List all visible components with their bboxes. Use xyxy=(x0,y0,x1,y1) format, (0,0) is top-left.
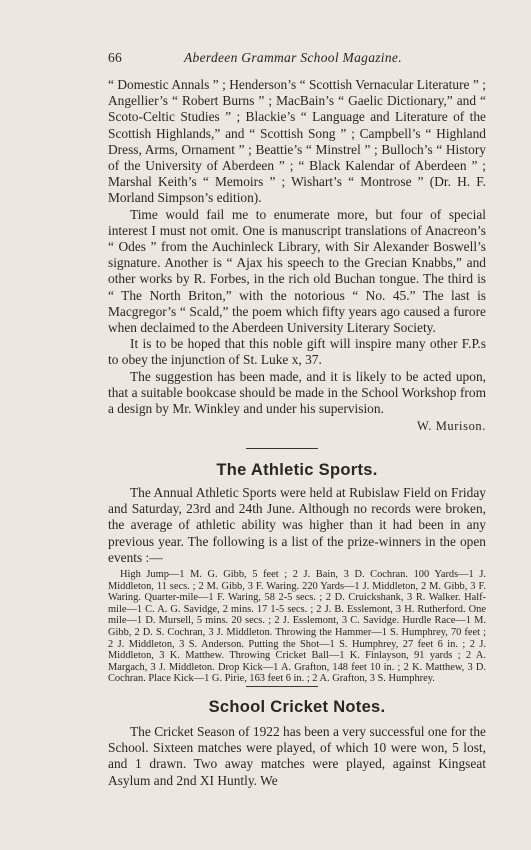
book-list-paragraph: “ Domestic Annals ” ; Henderson’s “ Scottish Vernacular Literature ” ; Angellier’s “ Robert Burns ” ; MacBain’s “ Gaelic Dictionary,” and “ Scoto-Celtic Studies ” ; Blackie’s “ Language and Literature of the Scottish Highlands,” and “ Scottish Song ” ; Campbell’s “ Highland Dress, Arms, Ornament ” ; Beattie’s “ Minstrel ” ; Bulloch’s “ History of the University of Aberdeen ” ; “ Black Kalendar of Aberdeen ” ; Marshal Keith’s “ Memoirs ” ; Wishart’s “ Montrose ” (Dr. H. F. Morland Simpson’s edition). xyxy=(108,77,486,206)
athletic-sports-intro: The Annual Athletic Sports were held at Rubislaw Field on Friday and Saturday, 23rd and 24th June. Although no records were broken, the average of athletic ability was higher than it had been in any previous year. The following is a list of the prize-winners in the open events :— xyxy=(108,485,486,565)
section-divider xyxy=(246,686,318,687)
article-athletic-sports xyxy=(108,461,486,685)
author-signature: W. Murison. xyxy=(417,419,486,434)
page-number: 66 xyxy=(108,50,123,65)
cricket-season-paragraph: The Cricket Season of 1922 has been a very successful one for the School. Sixteen matches were played, of which 10 were won, 5 lost, and 1 drawn. Two away matches were played, against Kingseat Asylum and 2nd XI Huntly. We xyxy=(108,724,486,788)
cricket-notes-heading: School Cricket Notes. xyxy=(208,698,386,716)
bookcase-paragraph: The suggestion has been made, and it is likely to be acted upon, that a suitable bookcase should be made in the School Workshop from a design by Mr. Winkley and under his supervision. xyxy=(108,368,486,417)
running-title: Aberdeen Grammar School Magazine. xyxy=(184,50,402,65)
hope-paragraph: It is to be hoped that this noble gift will inspire many other F.P.s to obey the injunction of St. Luke x, 37. xyxy=(108,336,486,368)
prize-winners-list: High Jump—1 M. G. Gibb, 5 feet ; 2 J. Bain, 3 D. Cochran. 100 Yards—1 J. Middleton, 11 secs. ; 2 M. Gibb, 3 F. Waring. 220 Yards—1 J. Middleton, 2 M. Gibb, 3 F. Waring. Quarter-mile—1 F. Waring, 58 2-5 secs. ; 2 D. Cruickshank, 3 R. Walker. Half-mile—1 C. A. G. Savidge, 2 mins. 17 1-5 secs. ; 2 J. B. Esslemont, 3 H. Rutherford. One mile—1 D. Mursell, 5 mins. 20 secs. ; 2 J. Esslemont, 3 C. Savidge. Hurdle Race—1 M. Gibb, 2 D. S. Cochran, 3 J. Middleton. Throwing the Hammer—1 S. Humphrey, 70 feet ; 2 J. Middleton, 3 S. Anderson. Putting the Shot—1 S. Humphrey, 27 feet 6 in. ; 2 J. Middleton, 3 K. Matthew. Throwing Cricket Ball—1 K. Finlayson, 91 yards ; 2 A. Margach, 3 J. Middleton. Drop Kick—1 A. Grafton, 148 feet 10 in. ; 2 K. Matthew, 3 D. Cochran. Place Kick—1 G. Pirie, 163 feet 6 in. ; 2 A. Grafton, 3 S. Humphrey. xyxy=(108,569,486,685)
section-divider xyxy=(246,448,318,449)
article-cricket-notes xyxy=(108,698,486,789)
special-interest-paragraph: Time would fail me to enumerate more, but four of special interest I must not omit. One is manuscript translations of Anacreon’s “ Odes ” from the Auchinleck Library, with Sir Alexander Boswell’s signature. Another is “ Ajax his speech to the Grecian Knabbs,” and other works by R. Forbes, in the rich old Buchan tongue. The third is “ The North Briton,” with the notorious “ No. 45.” The last is Macgregor’s “ Scald,” the poem which fifty years ago caused a furore when declaimed to the Aberdeen University Literary Society. xyxy=(108,206,486,336)
article-library-gift xyxy=(108,77,486,434)
athletic-sports-heading: The Athletic Sports. xyxy=(216,461,378,479)
